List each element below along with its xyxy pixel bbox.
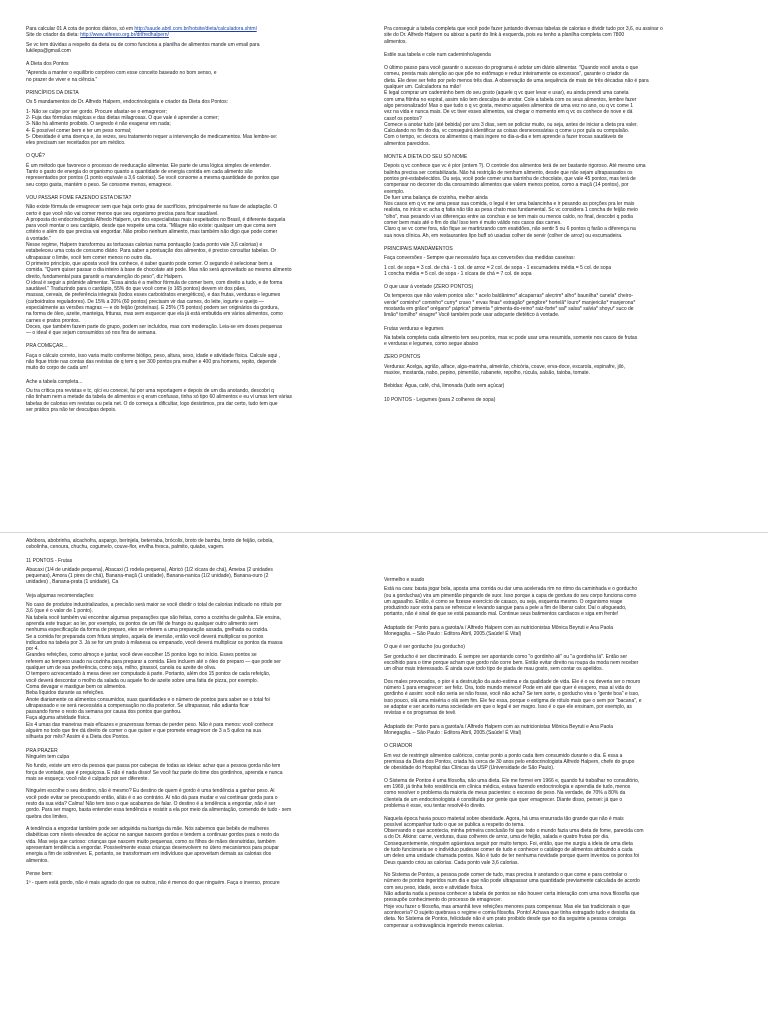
recommendations-paragraph: No caso de produtos industrializados, a precisão será maior se você dividir o total de calorias indicado no rótulo por 3,6 (que é o valor de 1 ponto). Na tabela você também vai encontrar algumas preparações que são feitas, como a cozinha de galinha. Ele ensina, aprenda este truque: ao ler, por exemplo, os pontos de um filé de frango ou qualquer outro alimento sem nenhuma especificação da forma de preparo, eles se referem a uma preparação assada, grelhada ou cozida. Se a comida for preparada com fritura simples, aquela de imersão, então você deverá multiplicar os pontos indicados na tabela por 3. Já se for um prato à milanesa ou empanado, você deverá multiplicar os pontos da massa por 4. Grandes refeições, como almoço e jantar, você deve escolher 15 pontos logo no início. Esses pontos se referem ao tempero usado na cozinha para preparar a comida. Eles incluem até o óleo do preparo — que pode ser qualquer um de sua preferência, como soja, milho, girassol, canola ou azeite de oliva. O tempero acrescentado à mesa deve ser computado à parte. Portanto, além dos 15 pontos de cada refeição, você deverá descontar o molho da salada ou aquele fio de azeite sobre uma fatia de pizza, por exemplo. Coma devagar e mastigue bem os alimentos. Beba líquidos durante as refeições. Anote diariamente os alimentos consumidos, suas quantidades e o número de pontos para saber se o total foi ultrapassado e se será necessária a compensação no dia posterior. Se ultrapassar, não adianta ficar passando fome o resto da semana por causa dos pontos que ganhou. Faça alguma atividade física. Eis 4 umas das maneiras mais eficazes e prazerosas formas de perder peso. Não é para menos: você conhece alguém no todo que tire dá direito de comer o que quiser e que promete emagrecer de 3 a 5 quilos na sua silhueta por mês? Assim é a Dieta dos Pontos. xyxy=(26,602,283,741)
hunger-heading: VOU PASSAR FOME FAZENDO ESTA DIETA? xyxy=(26,194,132,201)
principles-intro: Os 5 mandamentos do Dr. Alfredo Halpern, endocrinologista e criador da Dieta dos Pontos: xyxy=(26,99,229,106)
main-rules-paragraph: Faça conversões - Sempre que necessário faça as conversões das medidas caseiras: xyxy=(384,255,575,262)
fruits-vegetables-paragraph: Na tabela completa cada alimento tem seu pontos, mas vc pode usar uma resumida, somente nos casos de frutas e verduras e legumes, como segue abaixo xyxy=(384,334,638,348)
top-right-column xyxy=(384,26,744,531)
build-diet-paragraph: Depois q vc conhece que vc é pior (ontem ?). O controle dos alimentos terá de ser bastante rigoroso. Até mesmo uma balinha precisa ser contabilizada. Não há restrição de nenhum alimento, desde que não sejam ultrapassados os pontos pré-estabelecidos. Ou seja, você pode comer uma barrinha de chocolate, que vale 45 pontos, mas terá de compensar no decorrer do dia consumindo alimentos que valem menos pontos, como a maçã (14 pontos), por exemplo. De fuer uma balança de cozinha, melhor ainda Nos casos em q vc me ama pesar sua comida, o legal é ter uma balancinha e ir pesando as porções pra ler mais realista, no início vc acha q fatia não tão as pesa chato mas fundamental. Sc vc considera 1 concha de feijão meio "olho", mas pesando vi as diferenças entre as conchas e se tem mais ou menos caldo, no final, descobri q podia comer bem mais até o fim do dia! Isso tem é muito válido nos casos das carnes. Claro q se vc come fora, não fique se martirizando com exatidões, não sentir 5 ou 6 pontos q farão a diferença na sua nova clínica. Ah, em restaurantes lipo buff só usadas colher de servir (colher de arroz) ou escumadeira. xyxy=(384,163,646,239)
table-heading: Ache a tabela completa... xyxy=(26,378,83,385)
table-paragraph: Ou tra crítica pra revistas e tc, q/ci eu conecei, fui por uma reportagem e depois de um dia anotando, descobri q não tinham nem a metade da tabela de alimentos e q eram confusas, tinha só tipo 60 alimentos e eu vi umas tem várias tabelas de calorias em revistas ou pela net. O do começa a dificultar, logo desistimos, pra dar certo, tudo tem que ser prático pra não ter desculpas depois. xyxy=(26,387,292,413)
chubby-heading: O que é ser gorducho (ou gorducho) xyxy=(384,644,465,651)
think-heading: Pense bem: xyxy=(26,870,53,877)
diet-heading: A Dieta dos Pontos xyxy=(26,61,69,68)
zero-points-vegetables: Verduras: Acelga, agrião, alface, alga-marinha, almeirão, chicória, couve, erva-doce, escarola, espinafre, jiló, maxixe, mostarda, nabo, pepino, pimentão, rabanete, repolho, rúcula, salsão, taioba, tomate. xyxy=(384,363,625,377)
page-divider xyxy=(0,532,768,533)
seasonings-paragraph: Os temperos que não valem pontos são: * acelo baldânimo* alcaparras* alecrim* alho* baunilha* canela* cheiro- verde* cominho* cominho* curry* cravo * ervas finas* estragão* gengibre* hortelã* louro* manjericão* manjerona* mostarda em grãos* orégano* páprica* pimenta * pimenta-do-reino* raiz-forte* sal* salsa* salvia* shoyu* suco de limão* tomilho* vinagre* Você também pode usar adoçante dietético à vontade. xyxy=(384,293,636,319)
notebook-tip: Estile sua tabela e cole num caderninho/agenda xyxy=(384,51,491,58)
chubby-paragraph: Ser gorducho é ser discriminado. É sempre ser apontando como "o gordinho ali" ou "a gordinha lá". Então ser escolhido para o time porque acham que gordo não corre bem. Então evitar direito na roupa da moda nem receber um olhar mais interessado. É ainda ouvir todo tipo de piada de mau gosto, sem contar os apelidos. Dos males provocados, o pior é a destruição da auto-estima e da qualidade de vida. Ele é o ou deveria ser o mouro número 1 para emagrecer: ser feliz. Ora, todo mundo merece! Pode em até que quer é exagero, mas ai vida do gordinho é assim: você não seria se não fosse, você não acha? Se tem sorte, o gorducho vira o "gente boa" e isso, isso pouco, olá uma miséria o olá sem fim. Ele fez essa, porque o estigma de rótulo mais que o sem por "bacana", e se adaptar e ser aceito numa sociedade em que o legal é ser magro. Isso é o que ele ensinam, por exemplo, as revistas e os programas de tevê. xyxy=(384,653,642,717)
principles-heading: PRINCÍPIOS DA DIETA xyxy=(26,90,79,97)
red-sweaty-paragraph: Está na cara: basta jogar bola, aposta uma corrida ou dar uma acelerada rim no ritmo da caminhada e o gorducho (ou a gorduchas) vira um pimentão pingando de suor. Isso porque a capa de gordura do seu corpo funciona como um agasalho. Então, é como se fizesse exercício de casaco, ou seja, esquenta mesmo. O organismo reage produzindo suor extra para se refrescar e levando sangue para a pele a fim de liberar calor. Daí o afogueado, portanto, não é sinal de que se está passando mal. Continue seus batimentos cardíacos e siga em frente! xyxy=(384,586,638,618)
source-citation-1: Adaptado de: Ponto para a garota/a / Alfredo Halpern com as nutricionistas Mônica Beyruti e Ana Paola Monegaglia. – São Paulo : Editora Abril, 2005.(Saúde! É Vital) xyxy=(384,624,614,638)
zero-points-heading: ZERO PONTOS xyxy=(384,354,421,361)
principles-list: 1- Não se culpe por ser gordo. Procure afastar-se o emagrecer; 2- Fuja das fórmulas mágicas e das dietas milagrosas. O que vale é aprender a comer; 3- Não há alimento proibido. O segredo é não exagerar em nada; 4- É possível comer bem e ter um peso normal; 5- Obesidade é uma doença e, às vezes, seu tratamento requer a intervenção de medicamentos. Mas lembre-se: eles precisam ser receitados por um médico. xyxy=(26,108,278,147)
last-paragraph: 1º - quem está gordo, não é mais agrado do que os outros, não é menos do que ninguém. Faça o inverso, procure xyxy=(26,880,280,887)
contact-paragraph: Se vc tem dúvidas a respeito da dieta ou de como funciona a planilha de alimentos mande um email para lukilepa@gmail.com xyxy=(26,41,260,54)
food-diary-paragraph: O último passo para você garantir o sucesso do programa é adotar um diário alimentar. "Quando você anota o que comeu, presta mais atenção ao que põe no estômago e reduz inteiramente os excessos", garante o criador da dieta. Ele deve ser feito por pelo menos três dias. A observação de uma sequência de mais de três décadas não é para qualquer um. Calculadora na mão! É legal comprar um caderninho bem do seu gosto (aquele q vc quer levar e usar), eu ainda prendi uma caneta com uma fitinha no espiral, assim não tem desculpa de anotar. Cole a tabela com os seus alimentos, lembre fazer algo personalizado! Mas o que tudo o q vc gosta, mesmo aqueles alimentos de uma vez no ano, ou q vc come 1 vez na vida e nunca mais. De vc tiver esses alimentos, vai chegar o momento em q vc os conhece de nove e dá casof os pontos? Comece a anotar tudo (até bebida) por uns 3 dias, sem se policiar muito, ou seja, antes de iniciar a dieta pra valer. Calculando no fim do dia, vc conseguirá identificar as coisas desnecessárias q come u por gula ou compulsão. Com o tempo, vc decora os alimentos q mais ingere no dia-a-dia e tem aprende a fazer trocas saudáveis de alimentos parecidos. xyxy=(384,65,649,147)
top-left-column xyxy=(26,26,359,531)
what-heading: O QUÊ? xyxy=(26,153,45,160)
free-use-heading: O que usar à vontade (ZERO PONTOS) xyxy=(384,284,474,291)
red-sweaty-heading: Vermelho e suado xyxy=(384,577,425,583)
bottom-right-column xyxy=(384,572,744,1024)
source-citation-2: Adaptado de: Ponto para a garota/a / Alfredo Halpern com as nutricionistas Mônica Beyruti e Ana Paola Monegaglia. – São Paulo : Editora Abril, 2005.(Saúde! É Vital) xyxy=(384,723,614,736)
ten-points-heading: 10 PONTOS - Legumes (para 2 colheres de sopa) xyxy=(384,396,496,403)
start-heading: PRA COMEÇAR... xyxy=(26,343,68,350)
pleasure-paragraph: No fundo, existe um erro da pessoa que passa por cabeças de todas as ideias: achar que a pessoa gorda não tem força de vontade, que é preguiçosa. E não é nada disso! Se você faz parte do time dos gordinhos, aprenda e nunca mais se esqueça: você não é culpado por ser diferente. Ninguém escolhe o seu destino, não é mesmo? Eu destino de quem é gordo é uma tendência a ganhar peso. Ai você pode evitar se preocupando então, aliás é o ao contrário. Aí não dá para mudar e vai continuar gorda para o resto da sua vida? Calma! Não tem isso o que acabamos de falar. O destino é a tendência a engordar, não é ser gordo. Para ser magro, basta entender essa tendência e resistir a ela por meio da alimentação, comendo de tudo - sem quebra dos limites. A tendência a engordar também pode ser adquirida na barriga da mãe. Nós sabemos que bebês de mulheres diabéticas com níveis elevados de açúcar no sangue nascem gordos e tendem a continuar gordos para o resto da vida. Mas veja que curioso: crianças que nascem muito pequenas, como os filhos de mães desnutridas, também apresentam tendência a engordar. Possivelmente essas crianças desenvolvem no útero mecanismos para poupar energia a fim de sobreviver. E, portanto, se transformam em indivíduos que aproveitam demais as calorias dos alimentos. xyxy=(26,763,292,864)
intro-text-2: Site do criador da dieta: xyxy=(26,32,79,39)
zero-points-drinks: Bebidas: Água, café, chá, limonada (tudo sem açúcar) xyxy=(384,383,505,390)
hunger-paragraph: Não existe fórmula de emagrecer sem que haja certo grau de sacrifícios, principalmente na fase de adaptação. O certo é que você não vai comer menos que seu organismo precisa para ficar saudável. A proposta do endocrinologista Alfredo Halpern, um dos especialistas mais respeitados no Brasil, é diferente daquela para você montar o seu cardápio, desde que respeite uma cota. "Milagre não existe: qualquer um que coma sem critério e além do que precisa vai engordar. Não proibo nenhum alimento, mas também não digo que pode comer à vontade." Nesse regime, Halpern transformou as tortuosas calorias numa pontuação (cada ponto vale 3,6 calorias) e estabeleceu uma cota de consumo diário. Para saber a pontuação dos alimentos, é preciso consultar tabelas. Or ultrapassar o limite, você tem comer menos no outro dia. O primeiro princípio, que aposta você tira conhece, é saber quanto pode comer. O segundo é selecionar bem a comida. "Quem quiser passar o dia inteiro à base de chocolate até pode. Mas não será aproveitado ao mesmo alimento direito, fundamental para garantir a manutenção do peso", diz Halpern. O ideal é seguir a pirâmide alimentar. "Essa ainda é a melhor fórmula de comer bem, com direito a tudo, e de forma saudável." Traduzindo para o cardápio, 55% do que você come (o 165 pontos) devem vir dos pães, massas, cereais, de preferência integrais (todos esses carboidratos energéticos), e das frutas, verduras e legumes (carboidratos reguladores). De 15% a 20% (60 pontos) precisam vir das carnes, do leite, iogurte e queijo — especialmente as versões magras — e do feijão (proteínas). E 25% (75 pontos) podem ser originários da gordura, na forma de óleo, azeite, manteiga, frituras, mas sem esquecer que ela já está embutida em vários alimentos, como carnes e pratos prontos. Doces, que também fazem parte do grupo, podem ser incluídos, mas com moderação. Leia-se em doses pequenas — o ideal é que sejam consumidos só nos fins de semana. xyxy=(26,204,292,337)
fruits-vegetables-heading: Frutas verduras e legumes xyxy=(384,325,444,332)
eleven-points-heading: 11 PONTOS - Frutas xyxy=(26,557,73,564)
full-table-paragraph: Pra conseguir a tabela completa que você pode fazer juntando diversas tabelas de calorias e dividir tudo por 3,6, ou assinar o site do Dr. Alfredo Halpern ou abixar a partir do link à esquerda, pois eu tenho a planilha completa com 7800 alimentos. xyxy=(384,26,663,45)
vegetables-list: Abóbora, abobrinha, alcachofra, aspargo, berinjela, beterraba, brócolis, broto de bambu, broto de feijão, cebola, cebolinha, cenoura, chuchu, cogumelo, couve-flor, ervilha fresca, palmito, quiabo, vagem. xyxy=(26,538,274,551)
diet-quote: "Aprenda a manter o equilíbrio corpóreo com esse conceito baseado no bom senso, e no prazer de viver e na ciência." xyxy=(26,70,217,83)
build-diet-heading: MONTE A DIETA DO SEU SÓ NOME xyxy=(384,154,468,161)
creator-paragraph: Em vez de restringir alimentos calóricos, contar ponto a ponto cada item consumido durante o dia. É essa a premissa da Dieta dos Pontos, criada há cerca de 30 anos pelo endocrinologista Alfredo Halpern, chefe do grupo de obesidade do Hospital das Clínicas da USP (Universidade de São Paulo). O Sistema de Pontos é uma filosofia, não uma dieta. Ele me formei em 1966 e, quando fui trabalhar no consultório, em 1969, já tinha feito residência em clínica médica, estava fazendo endocrinologia e aprendia de tudo, menos como resolver o problema da maioria de meus pacientes: o excesso de peso. Na verdade, de 70% a 80% da clientela de um endocrinologista é constituída por gente que quer emagrecer. Diante disso, pensei: já que o problema é esse, vou tentar resolvê-lo direito. Naquela época havia pouco material sobre obesidade. Agora, há uma enxurrada tão grande que não é mais possível acompanhar tudo o que se publica a respeito do tema. Observando o que acontecia, minha primeira conclusão foi que todo o mundo fazia uma dieta de fome, parecida com a do Dr. Atkins: carne, verduras, duas colheres de arroz, uma de feijão, salada e quatro frutas por dia. Consequentemente, ninguém agüentava seguir por muito tempo. Foi, então, que me surgiu a ideia de uma dieta de tudo funcionaria se o indivíduo pudesse comer de tudo e conhecer o catálogo de alimentos atribuindo a cada um deles uma unidade chamada pontos. Não é tudo de ter nenhuma novidade porque quem inventou os pontos foi Deus quando criou as calorias. Cada ponto vale 3,6 calorias. No Sistema de Pontos, a pessoa pode comer de tudo, mas precisa ir anotando o que come e para controlar o número de pontos ingeridos num dia e que não pode ultrapassar uma quantidade previamente calculada de acordo com seu peso, idade, sexo e atividade física. Não adianta nada a pessoa conhecer a tabela de pontos se não houver certa interação com uma nova filosofia que pressupõe conhecimento do processo de emagrecer. Hoje vou fazer o filosofia, mas amanhã teve refeições menores para compensar. Mas ele tas tradicionais o que aconteceria? O sujeito quebrava o regime e comia filosofia. Ponto! Achava que tinha estragado tudo e desistia da dieta. No Sistema de Pontos, felicidade não é um prato proibido desde que no dia seguinte a pessoa consiga compensar a extravagância ingerindo menos calorias. xyxy=(384,752,644,929)
pleasure-heading: PRA PRAZER Ninguém tem culpa xyxy=(26,747,70,760)
intro-paragraph xyxy=(26,26,359,39)
creator-heading: O CRIADOR xyxy=(384,743,413,750)
creator-site-link[interactable]: http://www.alfeeso.org.br/drlfredhalpern/ xyxy=(80,32,169,39)
main-rules-heading: PRINCIPAIS MANDAMENTOS xyxy=(384,245,453,252)
recommendations-heading: Veja algumas recomendações: xyxy=(26,592,95,599)
calculator-link[interactable]: http://saude.abril.com.br/hotsite/dieta/calculadora.shtml xyxy=(134,26,257,32)
intro-text-1: Para calcular 01 A cota de pontos diários, só em xyxy=(26,26,134,32)
start-paragraph: Faça o cálculo correto, isso varia muito conforme biótipo, peso, altura, sexo, idade e atividade física. Calcule aqui , não fique triste nas contas das revistas de q tem q ser 300 pontos pra mulher e 400 pra homens, repito, depende muito do corpo de cada um! xyxy=(26,352,281,372)
what-paragraph: É um método que favorece o processo de reeducação alimentar. Ele parte de uma lógica simples de entender. Tanto o gasto de energia do organismo quanto a quantidade de energia contida em cada alimento são representados por pontos (1 ponto equivale a 3,6 calorias). Se você consome a mesma quantidade de pontos que seu corpo gasta, mantém o peso. Se consome menos, emagrece. xyxy=(26,162,280,188)
bottom-left-column xyxy=(26,538,359,1024)
measures-list: 1 col. de sopa = 3 col. de chá - 1 col. de arroz = 2 col. de sopa - 1 escumadeira média = 5 col. de sopa 1 concha média = 5 col. de sopa - 1 xícara de chá = 7 col. de sopa xyxy=(384,264,612,277)
eleven-points-list: Abacaxi (1/4 de unidade pequena), Abacaxi (1 rodela pequena), Abricó (1/2 xícara de chá), Ameixa (2 unidades pequenas), Amora (1 pires de chá), Banana-maçã (1 unidade), Banana-nanica (1/2 unidade), Banana-ouro (2 unidades) , Banana-prata (1 unidade), Ca xyxy=(26,566,273,586)
